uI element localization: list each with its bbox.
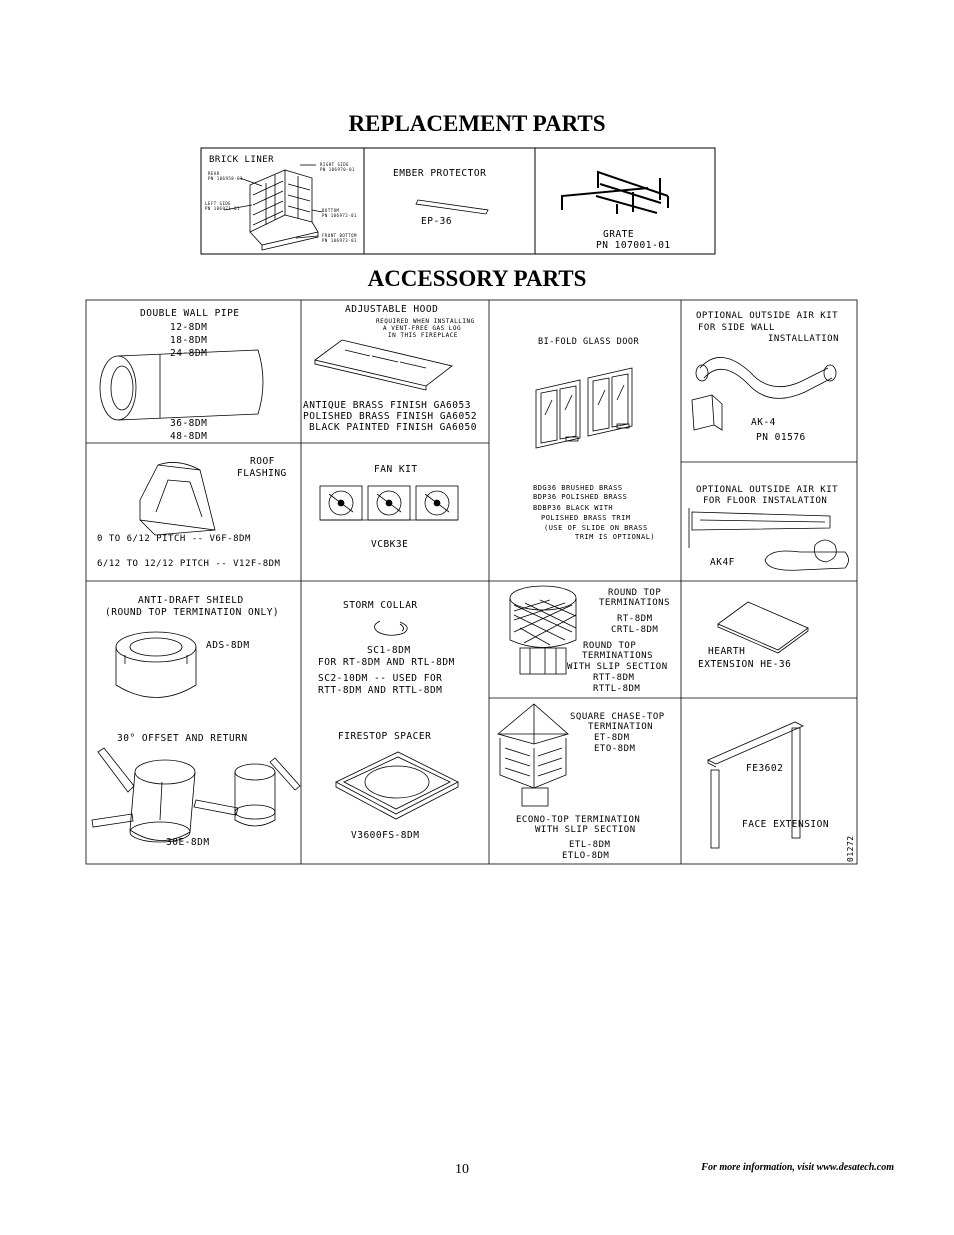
face-extension-label: FACE EXTENSION (742, 819, 830, 830)
chase-etlo: ETLO-8DM (562, 851, 610, 861)
chase-line-1: SQUARE CHASE-TOP (570, 712, 665, 722)
flashing-line-1: ROOF (250, 456, 275, 467)
door-trim: POLISHED BRASS TRIM (541, 514, 631, 522)
brick-liner-label: BRICK LINER (209, 155, 275, 165)
chase-drawing (498, 704, 568, 806)
pipe-title: DOUBLE WALL PIPE (140, 308, 240, 319)
website-footer: For more information, visit www.desatech.com (701, 1162, 894, 1173)
ads-drawing (116, 632, 196, 698)
chase-line-6: WITH SLIP SECTION (535, 825, 636, 835)
hearth-line-1: HEARTH (708, 646, 746, 657)
offset-title: 30° OFFSET AND RETURN (117, 733, 248, 744)
chase-line-2: TERMINATION (588, 722, 654, 732)
ember-protector-label: EMBER PROTECTOR (393, 168, 487, 179)
airkit-side-line-1: OPTIONAL OUTSIDE AIR KIT (696, 311, 839, 321)
pipe-36: 36-8DM (170, 418, 208, 429)
roundtop-crtl: CRTL-8DM (611, 625, 659, 635)
brick-front-label: FRONT BOTTOM (322, 233, 357, 238)
flashing-line-2: FLASHING (237, 468, 287, 479)
roundtop-rt: RT-8DM (617, 614, 653, 624)
chase-et: ET-8DM (594, 733, 630, 743)
brick-left-pn: PN 106971-01 (205, 206, 240, 211)
brick-rear-label: REAR (208, 171, 220, 176)
firestop-title: FIRESTOP SPACER (338, 731, 432, 742)
hearth-line-2: EXTENSION HE-36 (698, 659, 792, 670)
fan-drawing (320, 486, 458, 520)
roundtop-drawing (510, 586, 576, 674)
flashing-drawing (140, 462, 215, 535)
roundtop-rttl: RTTL-8DM (593, 684, 641, 694)
airkit-side-ak4: AK-4 (751, 417, 776, 428)
collar-for-rtt: RTT-8DM AND RTTL-8DM (318, 685, 443, 696)
brick-right-label: RIGHT SIDE (320, 162, 350, 167)
brick-right-pn: PN 106970-01 (320, 167, 355, 172)
hood-note-2: A VENT-FREE GAS LOG (383, 325, 462, 332)
chase-eto: ETO-8DM (594, 744, 636, 754)
grate-drawing (562, 172, 668, 214)
hood-finish-antique: ANTIQUE BRASS FINISH GA6053 (303, 400, 471, 411)
airkit-floor-line-1: OPTIONAL OUTSIDE AIR KIT (696, 485, 839, 495)
grate-label: GRATE (603, 229, 635, 240)
airkit-floor-line-2: FOR FLOOR INSTALATION (703, 496, 828, 506)
grate-pn: PN 107001-01 (596, 240, 671, 251)
flashing-v12f: 6/12 TO 12/12 PITCH -- V12F-8DM (97, 559, 281, 569)
drawing-code: 01272 (846, 835, 855, 862)
ember-protector-drawing (416, 200, 488, 214)
pipe-drawing (100, 350, 263, 420)
roundtop-line-6: TERMINATIONS (582, 651, 654, 661)
brick-bottom-pn: PN 106972-01 (322, 213, 357, 218)
pipe-12: 12-8DM (170, 322, 208, 333)
door-drawing (536, 368, 632, 448)
ads-line-2: (ROUND TOP TERMINATION ONLY) (105, 607, 280, 618)
firestop-pn: V3600FS-8DM (351, 830, 420, 841)
roundtop-line-5: ROUND TOP (583, 641, 637, 651)
firestop-drawing (336, 752, 458, 819)
door-bdp36: BDP36 POLISHED BRASS (533, 493, 628, 501)
collar-title: STORM COLLAR (343, 600, 418, 611)
roundtop-rtt: RTT-8DM (593, 673, 635, 683)
door-slide-note-2: TRIM IS OPTIONAL) (575, 533, 656, 541)
page-number: 10 (455, 1162, 469, 1177)
fan-pn: VCBK3E (371, 539, 409, 550)
roundtop-line-7: WITH SLIP SECTION (567, 662, 668, 672)
roundtop-line-1: ROUND TOP (608, 588, 662, 598)
flashing-v6f: 0 TO 6/12 PITCH -- V6F-8DM (97, 534, 251, 544)
door-bdbp36: BDBP36 BLACK WITH (533, 504, 614, 512)
brick-left-label: LEFT SIDE (205, 201, 232, 206)
collar-sc1: SC1-8DM (367, 645, 411, 656)
accessory-grid (86, 300, 857, 864)
ads-line-1: ANTI-DRAFT SHIELD (138, 595, 244, 606)
chase-etl: ETL-8DM (569, 840, 611, 850)
airkit-side-line-3: INSTALLATION (768, 334, 840, 344)
hood-note-1: REQUIRED WHEN INSTALLING (376, 318, 475, 325)
hood-note-3: IN THIS FIREPLACE (388, 332, 458, 339)
airkit-floor-ak4f: AK4F (710, 557, 735, 568)
face-extension-pn: FE3602 (746, 763, 784, 774)
brick-rear-pn: PN 106958-01 (208, 176, 243, 181)
ember-protector-pn: EP-36 (421, 216, 453, 227)
collar-sc2: SC2-10DM -- USED FOR (318, 673, 443, 684)
hood-finish-polished: POLISHED BRASS FINISH GA6052 (303, 411, 478, 422)
offset-drawing (92, 748, 300, 842)
pipe-18: 18-8DM (170, 335, 208, 346)
chase-line-5: ECONO-TOP TERMINATION (516, 815, 641, 825)
hood-finish-black: BLACK PAINTED FINISH GA6050 (309, 422, 477, 433)
airkit-side-pn: PN 01576 (756, 432, 806, 443)
offset-pn: 30E-8DM (166, 837, 210, 848)
hood-drawing (315, 340, 452, 390)
collar-for-rt: FOR RT-8DM AND RTL-8DM (318, 657, 455, 668)
pipe-24: 24-8DM (170, 348, 208, 359)
roundtop-line-2: TERMINATIONS (599, 598, 671, 608)
brick-front-pn: PN 106973-01 (322, 238, 357, 243)
brick-bottom-label: BOTTOM (322, 208, 340, 213)
hood-title: ADJUSTABLE HOOD (345, 304, 439, 315)
ads-pn: ADS-8DM (206, 640, 250, 651)
replacement-grid (201, 148, 715, 254)
door-bdg36: BDG36 BRUSHED BRASS (533, 484, 623, 492)
collar-drawing (374, 621, 407, 635)
airkit-side-line-2: FOR SIDE WALL (698, 323, 775, 333)
fan-title: FAN KIT (374, 464, 418, 475)
door-slide-note-1: (USE OF SLIDE ON BRASS (544, 524, 648, 532)
accessory-parts-heading: ACCESSORY PARTS (367, 266, 587, 291)
replacement-parts-heading: REPLACEMENT PARTS (348, 111, 606, 136)
pipe-48: 48-8DM (170, 431, 208, 442)
door-title: BI-FOLD GLASS DOOR (538, 337, 640, 347)
